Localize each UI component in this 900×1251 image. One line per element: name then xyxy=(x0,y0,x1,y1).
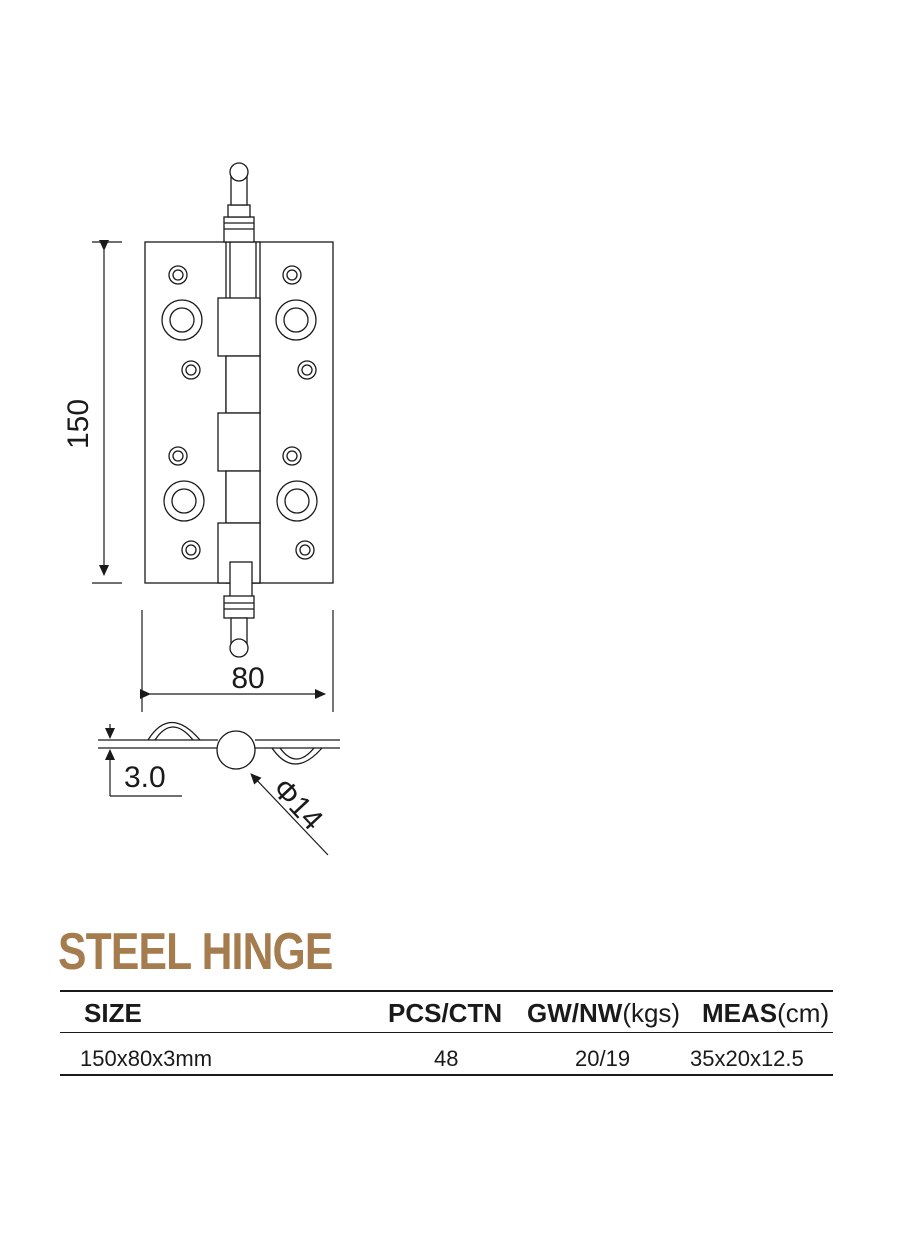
header-meas: MEAS(cm) xyxy=(702,998,830,1028)
knuckle-diameter-label: Φ14 xyxy=(265,772,330,837)
header-size: SIZE xyxy=(84,998,142,1028)
table-top-rule xyxy=(60,990,833,992)
height-dimension-label: 150 xyxy=(62,398,95,450)
header-pcs-ctn: PCS/CTN xyxy=(388,998,503,1028)
header-gw-nw: GW/NW(kgs) xyxy=(527,998,681,1028)
cell-size: 150x80x3mm xyxy=(80,1046,213,1071)
table-bottom-rule xyxy=(60,1074,833,1076)
cell-gw-nw: 20/19 xyxy=(575,1046,631,1071)
width-dimension-label: 80 xyxy=(231,662,265,695)
thickness-dimension-label: 3.0 xyxy=(124,761,166,794)
product-title: STEEL HINGE xyxy=(58,923,333,981)
height-dimension xyxy=(92,242,122,583)
cell-meas: 35x20x12.5 xyxy=(690,1046,804,1071)
table-header-rule xyxy=(60,1032,833,1033)
bottom-finial xyxy=(224,596,254,657)
top-finial xyxy=(224,163,254,242)
cell-pcs-ctn: 48 xyxy=(434,1046,459,1071)
